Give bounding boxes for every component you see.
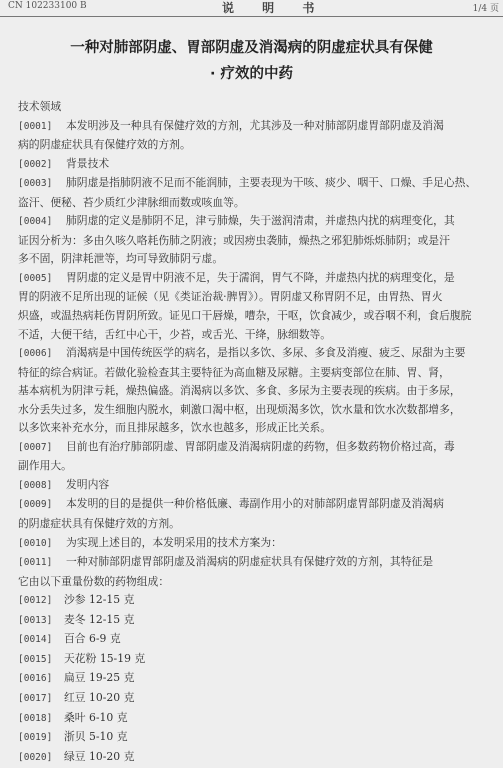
paragraph-number: [0001]	[18, 120, 53, 132]
paragraph-number: [0003]	[18, 178, 53, 190]
paragraph-text: 胃阴虚的定义是胃中阴液不足，失于濡润，胃气不降，并虚热内扰的病理变化，是	[66, 270, 455, 284]
paragraph-number: [0008]	[18, 479, 53, 491]
page-header	[0, 0, 503, 18]
ingredient-text: 扁豆 19-25 克	[64, 671, 135, 685]
paragraph-number: [0012]	[18, 595, 53, 607]
paragraph-text: 基本病机为阴津亏耗，燥热偏盛。消渴病以多饮、多食、多尿为主要表现的疾病。由于多尿，	[18, 384, 461, 398]
paragraph-text: 特征的综合病证。若做化验检查其主要特征为高血糖及尿糖。主要病变部位在肺、胃、肾，	[18, 365, 450, 379]
section-summary: 发明内容	[66, 477, 110, 491]
paragraph-text: 炽盛，或温热病耗伤胃阴所致。证见口干唇燥，嘈杂，干呕，饮食减少，或吞咽不利，食后腹脘	[18, 309, 472, 323]
paragraph-0001	[18, 117, 502, 155]
paragraph-text: 胃的阴液不足所出现的证候（见《类证治裁·脾胃》）。胃阴虚又称胃阴不足，由胃热、胃火	[18, 290, 443, 304]
ingredient-text: 浙贝 5-10 克	[64, 730, 128, 744]
paragraph-number: [0007]	[18, 441, 53, 453]
paragraph-number: [0017]	[18, 692, 53, 704]
paragraph-text: 以多饮来补充水分，而且排尿越多，饮水也越多，形成正比关系。	[18, 421, 332, 435]
paragraph-number: [0020]	[18, 751, 53, 763]
paragraph-text: 证因分析为：多由久咳久咯耗伤肺之阴液；或因痨虫袭肺，燥热之邪犯肺烁烁肺阴；或是汗	[18, 233, 450, 247]
paragraph-number: [0009]	[18, 499, 53, 511]
paragraph-number: [0018]	[18, 712, 53, 724]
paragraph-number: [0010]	[18, 537, 53, 549]
paragraph-text: 消渴病是中国传统医学的病名，是指以多饮、多尿、多食及消瘦、疲乏、尿甜为主要	[66, 346, 466, 360]
paragraph-number: [0002]	[18, 158, 53, 170]
paragraph-text: 盗汗、便秘、苔少质红少津脉细而数或咳血等。	[18, 195, 245, 209]
paragraph-number: [0004]	[18, 216, 53, 228]
ingredient-text: 百合 6-9 克	[64, 632, 121, 646]
ingredient-text: 沙参 12-15 克	[64, 593, 135, 607]
paragraph-text: 一种对肺部阴虚胃部阴虚及消渴病的阴虚症状具有保健疗效的方剂，其特征是	[66, 555, 434, 569]
list-item	[18, 748, 502, 768]
paragraph-text: 肺阴虚是指肺阴液不足而不能润肺，主要表现为干咳、痰少、咽干、口燥、手足心热、	[66, 176, 477, 190]
ingredient-text: 麦冬 12-15 克	[64, 612, 135, 626]
paragraph-0005	[18, 269, 502, 344]
ingredient-text: 天花粉 15-19 克	[64, 651, 146, 665]
header-rule	[0, 16, 503, 17]
paragraph-number: [0011]	[18, 557, 53, 569]
paragraph-text: 为实现上述目的，本发明采用的技术方案为：	[66, 535, 282, 549]
paragraph-0009	[18, 495, 502, 533]
paragraph-text: 水分丢失过多，发生细胞内脱水，刺激口渴中枢，出现烦渴多饮，饮水量和饮水次数都增多，	[18, 402, 461, 416]
paragraph-text: 肺阴虚的定义是肺阴不足，津亏肺燥，失于滋润清肃，并虚热内扰的病理变化，其	[66, 214, 455, 228]
paragraph-number: [0016]	[18, 673, 53, 685]
paragraph-0004	[18, 212, 502, 269]
paragraph-text: 本发明涉及一种具有保健疗效的方剂，尤其涉及一种对肺部阴虚胃部阴虚及消渴	[66, 118, 444, 132]
list-item	[18, 709, 502, 729]
document-type: 说 明 书	[222, 1, 327, 15]
section-tech-field: 技术领域	[18, 100, 62, 113]
paragraph-0011	[18, 553, 502, 591]
paragraph-text: 本发明的目的是提供一种价格低廉、毒副作用小的对肺部阴虚胃部阴虚及消渴病	[66, 497, 444, 511]
title-line-2: · 疗效的中药	[209, 66, 294, 82]
paragraph-text: 副作用大。	[18, 459, 72, 473]
ingredient-text: 绿豆 10-20 克	[64, 749, 135, 763]
paragraph-text: 目前也有治疗肺部阴虚、胃部阴虚及消渴病阴虚的药物，但多数药物价格过高，毒	[66, 439, 455, 453]
paragraph-number: [0006]	[18, 348, 53, 360]
list-item	[18, 591, 502, 611]
list-item	[18, 669, 502, 689]
page-number: 1/4 页	[472, 4, 499, 14]
list-item	[18, 728, 502, 748]
paragraph-number: [0013]	[18, 614, 53, 626]
title-line-1: 一种对肺部阴虚、胃部阴虚及消渴病的阴虚症状具有保健	[70, 40, 433, 56]
paragraph-number: [0015]	[18, 653, 53, 665]
document-body	[18, 98, 502, 767]
patent-number: CN 102233100 B	[8, 1, 87, 11]
paragraph-0007	[18, 438, 502, 476]
paragraph-number: [0014]	[18, 634, 53, 646]
list-item	[18, 611, 502, 631]
paragraph-text: 的阴虚症状具有保健疗效的方剂。	[18, 517, 180, 531]
ingredient-text: 桑叶 6-10 克	[64, 710, 128, 724]
paragraph-text: 多不固，阴津耗泄等，均可导致肺阴亏虚。	[18, 252, 224, 266]
paragraph-text: 不适，大便干结，舌红中心干，少苔，或舌光、干绛，脉细数等。	[18, 327, 332, 341]
paragraph-number: [0005]	[18, 272, 53, 284]
paragraph-text: 病的阴虚症状具有保健疗效的方剂。	[18, 138, 191, 152]
paragraph-0006	[18, 344, 502, 438]
list-item	[18, 650, 502, 670]
paragraph-0003	[18, 174, 502, 212]
list-item	[18, 689, 502, 709]
ingredient-text: 红豆 10-20 克	[64, 690, 135, 704]
paragraph-text: 它由以下重量份数的药物组成：	[18, 574, 170, 588]
ingredient-list	[18, 591, 502, 767]
list-item	[18, 630, 502, 650]
section-background: 背景技术	[66, 156, 110, 170]
paragraph-number: [0019]	[18, 732, 53, 744]
